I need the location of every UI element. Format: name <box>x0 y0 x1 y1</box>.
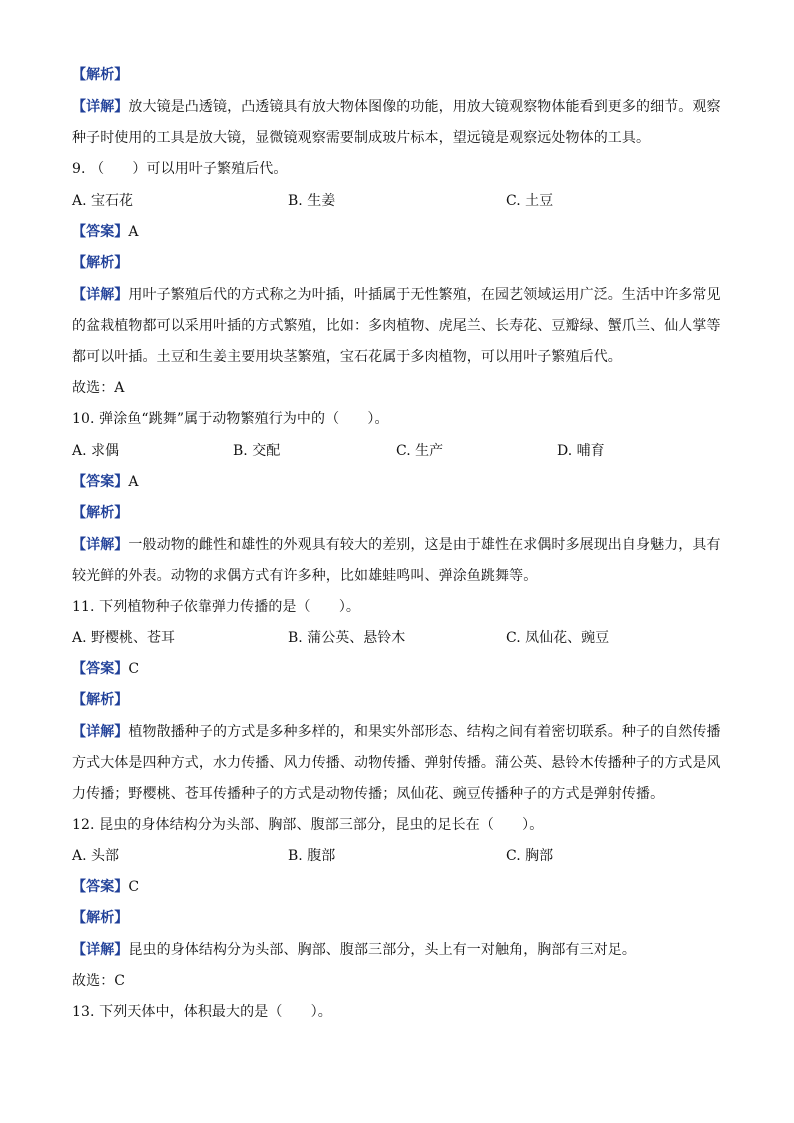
q9-detail-line-3: 都可以叶插。土豆和生姜主要用块茎繁殖，宝石花属于多肉植物，可以用叶子繁殖后代。 <box>72 349 622 365</box>
q10-detail-text-1: 一般动物的雌性和雄性的外观具有较大的差别，这是由于雄性在求偶时多展现出自身魅力，具有 <box>128 537 721 553</box>
q10-option-b: B. 交配 <box>233 443 281 459</box>
analysis-tag: 【解析】 <box>72 692 129 708</box>
q12-answer-line <box>72 878 139 896</box>
answer-tag: 【答案】 <box>72 474 129 490</box>
q11-detail-line-1 <box>72 723 721 741</box>
analysis-tag: 【解析】 <box>72 505 129 521</box>
q10-option-d: D. 哺育 <box>557 443 605 459</box>
q11-detail-line-2: 方式大体是四种方式，水力传播、风力传播、动物传播、弹射传播。蒲公英、悬铃木传播种子的方式是风 <box>72 755 721 771</box>
q11-answer: C <box>128 661 140 677</box>
answer-tag: 【答案】 <box>72 224 129 240</box>
detail-tag: 【详解】 <box>72 287 129 303</box>
q9-analysis-heading <box>72 254 128 272</box>
q10-stem: 10. 弹涂鱼“跳舞”属于动物繁殖行为中的（ ）。 <box>72 411 389 427</box>
q10-answer-line <box>72 473 139 491</box>
q9-option-a: A. 宝石花 <box>72 193 134 209</box>
detail-tag: 【详解】 <box>72 537 129 553</box>
q9-detail-text-1: 用叶子繁殖后代的方式称之为叶插，叶插属于无性繁殖，在园艺领域运用广泛。生活中许多常见 <box>128 287 721 303</box>
q12-answer: C <box>128 879 140 895</box>
q11-stem: 11. 下列植物种子依靠弹力传播的是（ ）。 <box>72 599 361 615</box>
q9-answer: A <box>128 224 139 240</box>
q12-option-b: B. 腹部 <box>288 848 336 864</box>
analysis-tag: 【解析】 <box>72 910 129 926</box>
q10-detail-line-1 <box>72 536 721 554</box>
q10-detail-line-2: 较光鲜的外表。动物的求偶方式有许多种，比如雄蛙鸣叫、弹涂鱼跳舞等。 <box>72 568 538 584</box>
q11-option-b: B. 蒲公英、悬铃木 <box>288 630 406 646</box>
q12-detail-text-1: 昆虫的身体结构分为头部、胸部、腹部三部分，头上有一对触角，胸部有三对足。 <box>128 942 637 958</box>
q12-analysis-heading <box>72 909 128 927</box>
q12-detail-line-1 <box>72 941 636 959</box>
q9-conclusion: 故选：A <box>72 380 125 396</box>
q11-analysis-heading <box>72 691 128 709</box>
q11-option-a: A. 野樱桃、苍耳 <box>72 630 176 646</box>
analysis-tag: 【解析】 <box>72 255 129 271</box>
q11-detail-line-3: 力传播；野樱桃、苍耳传播种子的方式是动物传播；凤仙花、豌豆传播种子的方式是弹射传播。 <box>72 786 665 802</box>
q12-option-a: A. 头部 <box>72 848 120 864</box>
answer-tag: 【答案】 <box>72 661 129 677</box>
detail-tag: 【详解】 <box>72 99 129 115</box>
q11-detail-text-1: 植物散播种子的方式是多种多样的，和果实外部形态、结构之间有着密切联系。种子的自然传播 <box>128 724 721 740</box>
q9-option-c: C. 土豆 <box>506 193 554 209</box>
q11-answer-line <box>72 660 139 678</box>
detail-tag: 【详解】 <box>72 942 129 958</box>
q8-analysis-heading <box>72 66 128 84</box>
q8-detail-line-1 <box>72 98 721 116</box>
q10-analysis-heading <box>72 504 128 522</box>
q8-detail-text-1: 放大镜是凸透镜，凸透镜具有放大物体图像的功能，用放大镜观察物体能看到更多的细节。观察 <box>128 99 721 115</box>
q11-option-c: C. 凤仙花、豌豆 <box>506 630 610 646</box>
q12-stem: 12. 昆虫的身体结构分为头部、胸部、腹部三部分，昆虫的足长在（ ）。 <box>72 817 544 833</box>
q12-conclusion: 故选：C <box>72 973 126 989</box>
q13-stem: 13. 下列天体中，体积最大的是（ ）。 <box>72 1004 332 1020</box>
q10-option-c: C. 生产 <box>396 443 444 459</box>
q9-option-b: B. 生姜 <box>288 193 336 209</box>
q9-stem: 9. （ ）可以用叶子繁殖后代。 <box>72 161 288 177</box>
analysis-tag: 【解析】 <box>72 67 129 83</box>
q9-detail-line-1 <box>72 286 721 304</box>
q9-detail-line-2: 的盆栽植物都可以采用叶插的方式繁殖，比如：多肉植物、虎尾兰、长寿花、豆瓣绿、蟹爪兰、仙人掌等 <box>72 318 721 334</box>
q10-answer: A <box>128 474 139 490</box>
q12-option-c: C. 胸部 <box>506 848 554 864</box>
q10-option-a: A. 求偶 <box>72 443 120 459</box>
q9-answer-line <box>72 223 139 241</box>
q8-detail-line-2: 种子时使用的工具是放大镜，显微镜观察需要制成玻片标本，望远镜是观察远处物体的工具。 <box>72 130 651 146</box>
answer-tag: 【答案】 <box>72 879 129 895</box>
detail-tag: 【详解】 <box>72 724 129 740</box>
